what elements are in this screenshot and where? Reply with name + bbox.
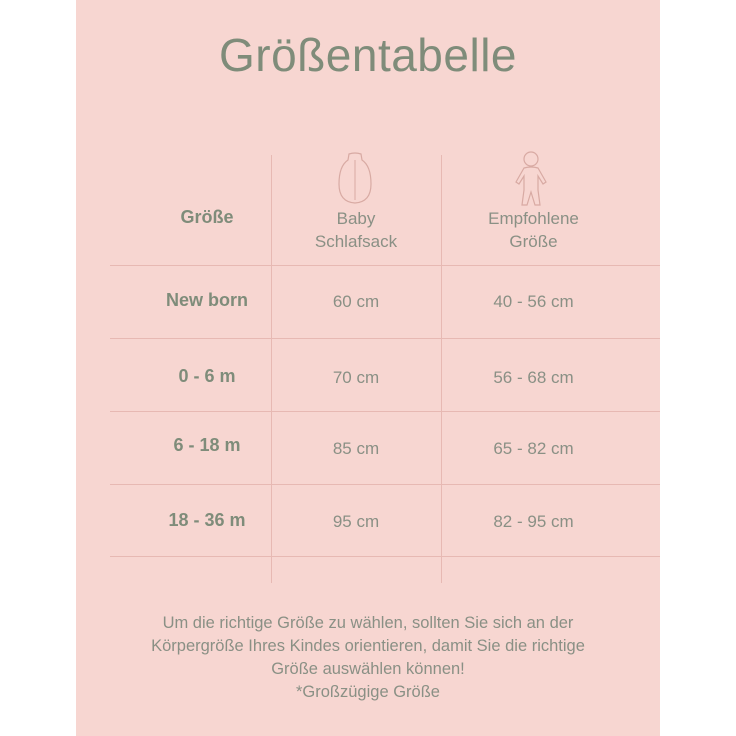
table-row-size: 0 - 6 m — [178, 366, 236, 386]
page-title: Größentabelle — [219, 29, 517, 81]
table-row-bag: 85 cm — [332, 439, 380, 458]
table-row-bag: 95 cm — [332, 512, 380, 531]
header-size: Größe — [180, 207, 234, 227]
table-row-size: 18 - 36 m — [168, 510, 246, 530]
table-row-recommended: 40 - 56 cm — [493, 292, 574, 311]
row-divider — [110, 411, 660, 412]
table-row-size: 6 - 18 m — [173, 435, 241, 455]
header-baby-sleeping-bag: Baby Schlafsack — [314, 209, 398, 251]
table-row-recommended: 82 - 95 cm — [493, 512, 574, 531]
table-row-recommended: 56 - 68 cm — [493, 368, 574, 387]
table-row-recommended: 65 - 82 cm — [493, 439, 574, 458]
row-divider — [110, 484, 660, 485]
baby-icon — [513, 150, 549, 208]
sleeping-bag-icon — [335, 150, 375, 206]
row-divider — [110, 556, 660, 557]
table-row-bag: 60 cm — [332, 292, 380, 311]
header-recommended-size: Empfohlene Größe — [488, 209, 579, 251]
table-row-bag: 70 cm — [332, 368, 380, 387]
footer-note: Um die richtige Größe zu wählen, sollten Sie sich an der Körpergröße Ihres Kindes orientieren, damit Sie die richtige Größe auswählen können! *Großzügige Größe — [151, 614, 585, 701]
row-divider — [110, 265, 660, 266]
row-divider — [110, 338, 660, 339]
size-chart-card — [76, 0, 660, 736]
table-row-size: New born — [165, 290, 248, 310]
